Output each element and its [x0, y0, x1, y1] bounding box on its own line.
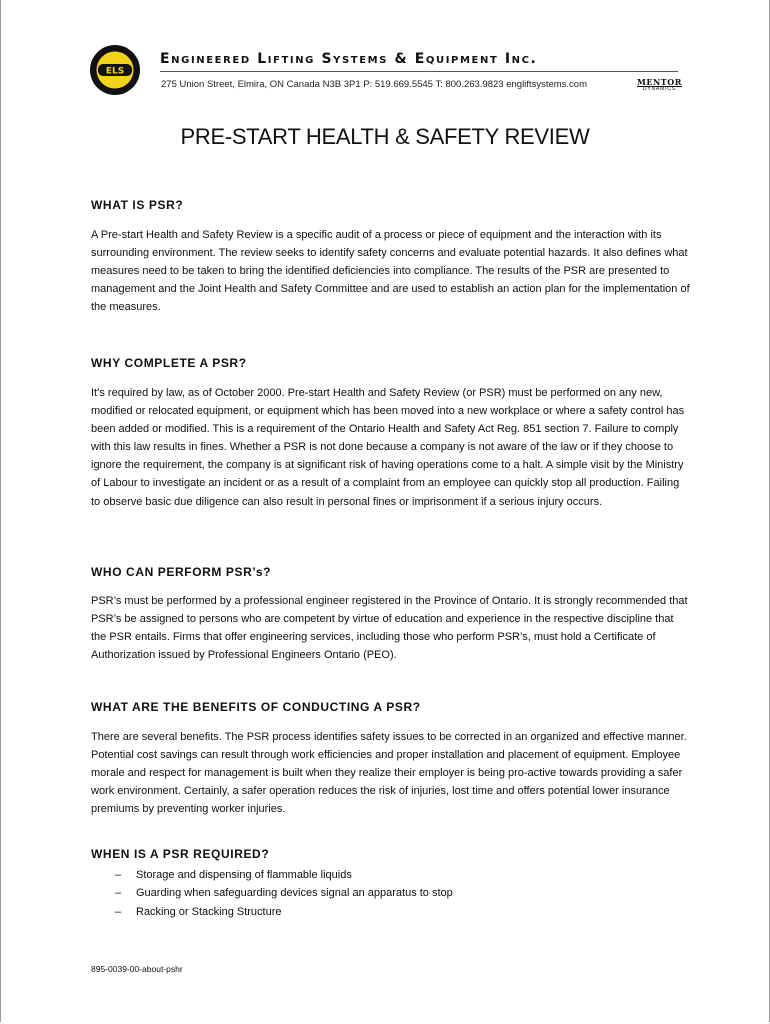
page-title: PRE-START HEALTH & SAFETY REVIEW	[180, 124, 590, 149]
bullet-dash: –	[115, 869, 122, 881]
bullet-dash: –	[115, 887, 122, 900]
section-body: It’s required by law, as of October 2000. Pre-start Health and Safety Review (or PSR) must be performed on any new, modified or relocated equipment, or equipment which has been moved into a new workplace or where a safety control has been added or modified. This is a requirement of the Ontario Health and Safety Act Reg. 851 section 7. Failure to comply with this law results in fines. Whether a PSR is not done because a company is not aware of the law or if they choose to ignore the requirement, the company is at significant risk of having operations come to a halt. A simple visit by the Ministry of Labour to investigate an incident or as a result of a complaint from an employee can quickly stop all production. Failing to observe basic due diligence can also result in personal fines or imprisonment if a serious injury occurs.	[91, 387, 685, 508]
logo-text: ELS	[105, 66, 125, 77]
company-name: Engineered Lifting Systems & Equipment Inc.	[160, 51, 538, 67]
section-heading: WHEN IS A PSR REQUIRED?	[91, 847, 270, 861]
section-heading: WHO CAN PERFORM PSR’s?	[91, 565, 272, 579]
list-item-text: Racking or Stacking Structure	[136, 905, 282, 918]
list-item-text: Guarding when safeguarding devices signal an apparatus to stop	[136, 887, 453, 900]
section-heading: WHY COMPLETE A PSR?	[91, 356, 247, 370]
els-logo-icon	[89, 44, 141, 96]
section-heading: WHAT IS PSR?	[91, 198, 184, 212]
section-body: A Pre-start Health and Safety Review is a specific audit of a process or piece of equipment and the interaction with its surrounding environment. The review seeks to identify safety concerns and evaluate potential hazards. It also defines what measures need to be taken to bring the identified deficiencies into compliance. The results of the PSR are presented to management and the Joint Health and Safety Committee and are used to establish an action plan for the implementation of the measures.	[91, 229, 690, 314]
list-item	[91, 866, 453, 884]
list-item-text: Storage and dispensing of flammable liquids	[136, 869, 352, 881]
partner-logo	[637, 78, 682, 92]
header-divider	[160, 71, 678, 72]
partner-logo-name: MENTOR	[637, 77, 682, 87]
requirements-list	[91, 866, 453, 921]
company-logo	[89, 44, 141, 96]
section-body: PSR’s must be performed by a professional engineer registered in the Province of Ontario. It is strongly recommended that PSR’s be assigned to persons who are competent by virtue of education and experience in the respective discipline that the PSR entails. Firms that offer engineering services, including those who perform PSR’s, must hold a Certificate of Authorization issued by Professional Engineers Ontario (PEO).	[91, 595, 688, 662]
section-heading: WHAT ARE THE BENEFITS OF CONDUCTING A PSR?	[91, 700, 421, 714]
bullet-dash: –	[115, 905, 122, 918]
list-item	[91, 903, 453, 921]
section-body: There are several benefits. The PSR process identifies safety issues to be corrected in an organized and effective manner. Potential cost savings can result through work efficiencies and proper installation and placement of equipment. Employee morale and respect for management is built when they realize their employer is being pro-active towards providing a safer work environment. Certainly, a safer operation reduces the risk of injuries, lost time and offers potential lower insurance premiums by preventing worker injuries.	[91, 731, 687, 816]
partner-logo-sub: DYNAMICS	[637, 86, 682, 92]
document-code: 895-0039-00-about-pshr	[91, 964, 183, 974]
company-address: 275 Union Street, Elmira, ON Canada N3B 3P1 P: 519.669.5545 T: 800.263.9823 engliftsystems.com	[161, 79, 587, 90]
list-item	[91, 884, 453, 902]
